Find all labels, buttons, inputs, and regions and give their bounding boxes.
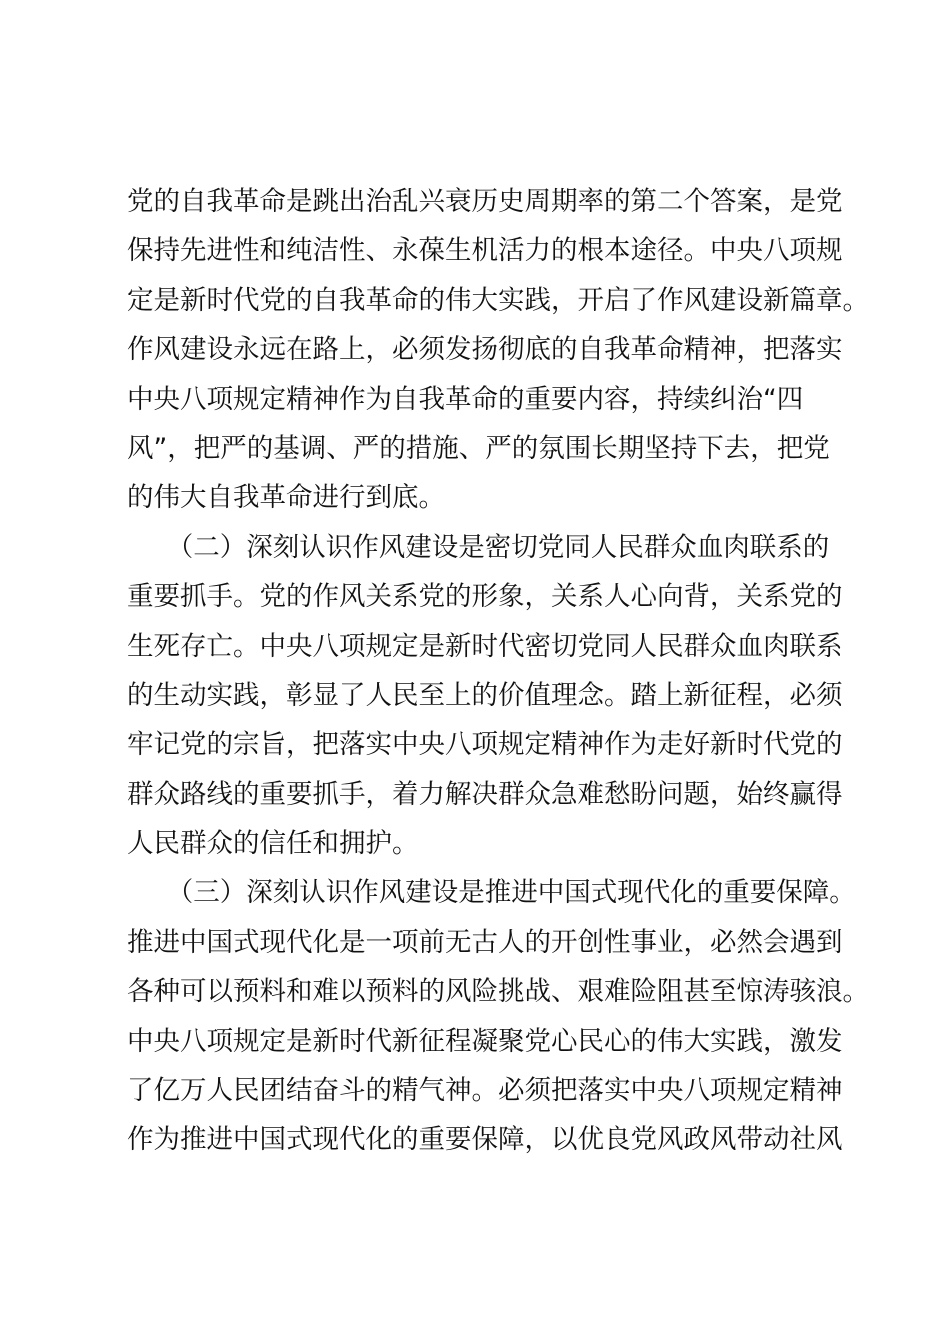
text-line: （三）深刻认识作风建设是推进中国式现代化的重要保障。 xyxy=(127,877,856,909)
text-line: 人民群众的信任和拥护。 xyxy=(127,828,419,860)
text-line: 作为推进中国式现代化的重要保障，以优良党风政风带动社风 xyxy=(127,1124,843,1156)
text-line: 定是新时代党的自我革命的伟大实践，开启了作风建设新篇章。 xyxy=(127,284,869,316)
text-line: 的生动实践，彰显了人民至上的价值理念。踏上新征程，必须 xyxy=(127,679,843,711)
text-line: 党的自我革命是跳出治乱兴衰历史周期率的第二个答案，是党 xyxy=(127,186,843,217)
paragraph-2 xyxy=(127,523,847,869)
text-line: 牢记党的宗旨，把落实中央八项规定精神作为走好新时代党的 xyxy=(127,729,843,761)
paragraph-1 xyxy=(127,177,869,523)
text-line: 保持先进性和纯洁性、永葆生机活力的根本途径。中央八项规 xyxy=(127,235,843,267)
text-line: 重要抓手。党的作风关系党的形象，关系人心向背，关系党的 xyxy=(127,581,843,613)
text-line: 中央八项规定是新时代新征程凝聚党心民心的伟大实践，激发 xyxy=(127,1025,843,1057)
text-line: 作风建设永远在路上，必须发扬彻底的自我革命精神，把落实 xyxy=(127,334,843,366)
text-line: 各种可以预料和难以预料的风险挑战、艰难险阻甚至惊涛骇浪。 xyxy=(127,976,869,1008)
text-line: 中央八项规定精神作为自我革命的重要内容，持续纠治“四 xyxy=(127,383,804,415)
paragraph-3 xyxy=(127,868,869,1164)
text-line: 了亿万人民团结奋斗的精气神。必须把落实中央八项规定精神 xyxy=(127,1075,843,1107)
text-line: 风”，把严的基调、严的措施、严的氛围长期坚持下去，把党 xyxy=(127,432,830,464)
body-text xyxy=(127,177,869,1165)
text-line: 生死存亡。中央八项规定是新时代密切党同人民群众血肉联系 xyxy=(127,630,843,662)
text-line: 推进中国式现代化是一项前无古人的开创性事业，必然会遇到 xyxy=(127,926,843,958)
text-line: 群众路线的重要抓手，着力解决群众急难愁盼问题，始终赢得 xyxy=(127,778,843,810)
text-line: （二）深刻认识作风建设是密切党同人民群众血肉联系的 xyxy=(127,531,830,563)
text-line: 的伟大自我革命进行到底。 xyxy=(127,482,445,514)
